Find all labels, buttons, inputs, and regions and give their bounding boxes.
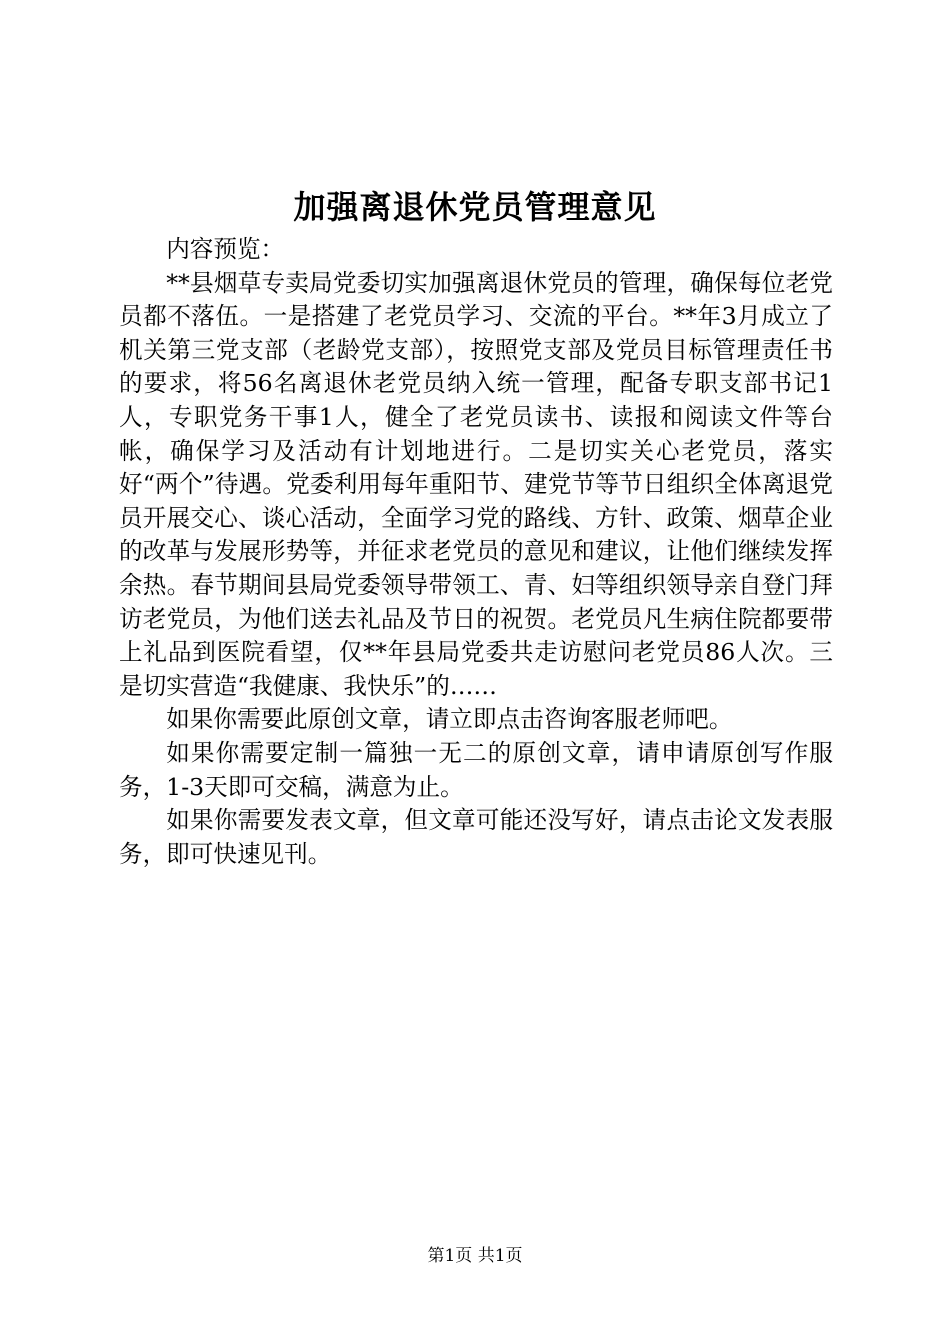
custom-writing-paragraph: 如果你需要定制一篇独一无二的原创文章，请申请原创写作服务，1-3天即可交稿，满意为止。 [119, 738, 833, 801]
publication-service-paragraph: 如果你需要发表文章，但文章可能还没写好，请点击论文发表服务，即可快速见刊。 [119, 806, 833, 868]
page-number-footer: 第1页 共1页 [427, 1246, 523, 1266]
preview-paragraph: **县烟草专卖局党委切实加强离退休党员的管理，确保每位老党员都不落伍。一是搭建了老党员学习、交流的平台。**年3月成立了机关第三党支部（老龄党支部），按照党支部及党员目标管理责任书的要求，将56名离退休老党员纳入统一管理，配备专职支部书记1人，专职党务干事1人，健全了老党员读书、读报和阅读文件等台帐，确保学习及活动有计划地进行。二是切实关心老党员，落实好“两个”待遇。党委利用每年重阳节、建党节等节日组织全体离退党员开展交心、谈心活动，全面学习党的路线、方针、政策、烟草企业的改革与发展形势等，并征求老党员的意见和建议，让他们继续发挥余热。春节期间县局党委领导带领工、青、妇等组织领导亲自登门拜访老党员，为他们送去礼品及节日的祝贺。老党员凡生病住院都要带上礼品到医院看望，仅**年县局党委共走访慰问老党员86人次。三是切实营造“我健康、我快乐”的…… [119, 268, 833, 700]
consult-service-paragraph: 如果你需要此原创文章，请立即点击咨询客服老师吧。 [166, 705, 733, 734]
document-body [119, 233, 833, 871]
page-title: 加强离退休党员管理意见 [293, 188, 657, 226]
preview-label: 内容预览： [166, 235, 285, 263]
